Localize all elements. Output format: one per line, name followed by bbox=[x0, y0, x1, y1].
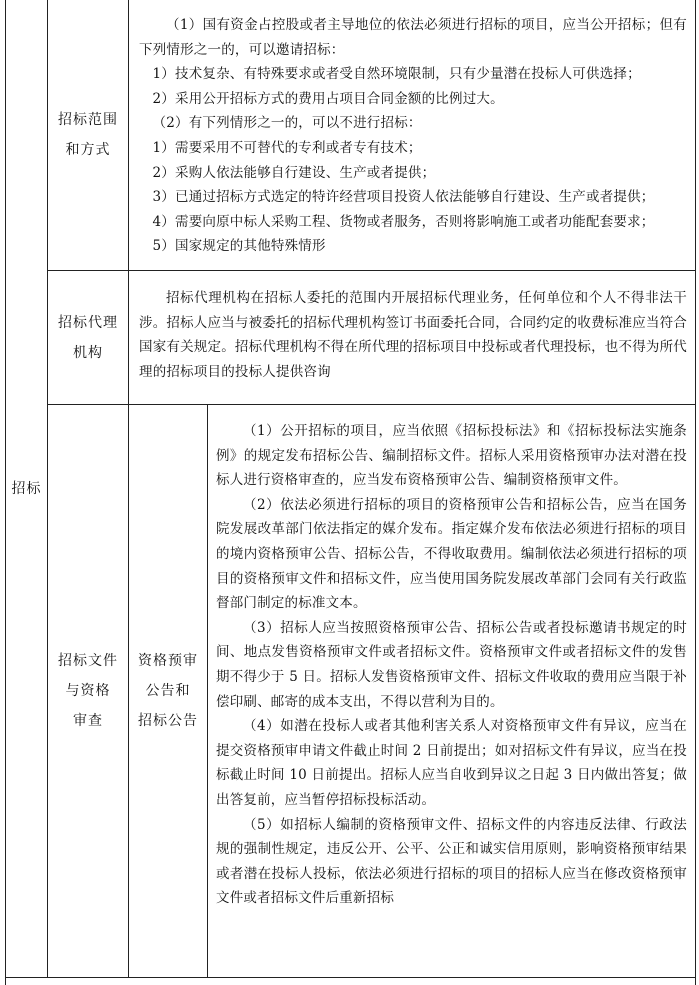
row1-line: （2）有下列情形之一的，可以不进行招标： bbox=[152, 115, 422, 132]
row3-paragraph: （4）如潜在投标人或者其他利害关系人对资格预审文件有异议，应当在提交资格预审申请文件截止时间 2 日前提出；如对招标文件有异议，应当在投标截止时间 10 日前提出。招标人应当自收到异议之日起 3 日内做出答复；做出答复前，应当暂停招标投标活动。 bbox=[216, 718, 687, 808]
row3-sublabel-cell bbox=[129, 405, 207, 977]
row1-line: 3）已通过招标方式选定的特许经营项目投资人依法能够自行建设、生产或者提供； bbox=[152, 189, 655, 206]
row3-paragraph: （3）招标人应当按照资格预审公告、招标公告或者投标邀请书规定的时间、地点发售资格预审文件或者招标文件。资格预审文件或者招标文件的发售期不得少于 5 日。招标人发售资格预审文件、招标文件收取的费用应当限于补偿印刷、邮寄的成本支出，不得以营利为目的。 bbox=[216, 619, 687, 710]
row3-sublabel-line1: 资格预审 bbox=[138, 653, 198, 669]
row1-line: 2）采用公开招标方式的费用占项目合同金额的比例过大。 bbox=[152, 90, 504, 107]
row2-text: 招标代理机构在招标人委托的范围内开展招标代理业务，任何单位和个人不得非法干涉。招标人应当与被委托的招标代理机构签订书面委托合同，合同约定的收费标准应当符合国家有关规定。招标代理机构不得在所代理的招标项目中投标或者代理投标，也不得为所代理的招标项目的投标人提供咨询 bbox=[139, 290, 687, 380]
row3-label-line3: 审查 bbox=[73, 713, 103, 729]
row3-paragraph: （2）依法必须进行招标的项目的资格预审公告和招标公告，应当在国务院发展改革部门依法指定的媒介发布。指定媒介发布依法必须进行招标的项目的境内资格预审公告、招标公告，不得收取费用。编制依法必须进行招标的项目的资格预审文件和招标文件，应当使用国务院发展改革部门会同有关行政监督部门制定的标准文本。 bbox=[216, 496, 687, 612]
row2-label-line2: 机构 bbox=[73, 344, 103, 361]
row3-paragraph: （1）公开招标的项目，应当依照《招标投标法》和《招标投标法实施条例》的规定发布招标公告、编制招标文件。招标人采用资格预审办法对潜在投标人进行资格审查的，应当发布资格预审公告、编制资格预审文件。 bbox=[216, 423, 687, 489]
row2-content bbox=[129, 286, 695, 384]
row2-label-line1: 招标代理 bbox=[58, 314, 118, 331]
category-label: 招标 bbox=[11, 480, 42, 497]
row1-line: 5）国家规定的其他特殊情形 bbox=[152, 238, 326, 255]
row1-line: 4）需要向原中标人采购工程、货物或者服务，否则将影响施工或者功能配套要求； bbox=[152, 213, 655, 230]
row2-label-cell bbox=[48, 271, 128, 404]
row1-label-line2: 和方式 bbox=[65, 142, 111, 158]
row3-paragraph: （5）如招标人编制的资格预审文件、招标文件的内容违反法律、行政法规的强制性规定，违反公开、公平、公正和诚实信用原则，影响资格预审结果或者潜在投标人投标，依法必须进行招标的项目的招标人应当在修改资格预审文件或者招标文件后重新招标 bbox=[216, 816, 687, 907]
row3-label-line1: 招标文件 bbox=[58, 653, 118, 669]
category-cell bbox=[6, 0, 47, 977]
row1-line: （1）国有资金占控股或者主导地位的依法必须进行招标的项目，应当公开招标；但有下列情形之一的，可以邀请招标： bbox=[139, 17, 687, 58]
row1-line: 1）需要采用不可替代的专利或者专有技术； bbox=[152, 139, 422, 156]
row1-line: 2）采购人依法能够自行建设、生产或者提供； bbox=[152, 164, 436, 181]
row3-label-cell bbox=[48, 405, 128, 977]
row1-line: 1）技术复杂、有特殊要求或者受自然环境限制，只有少量潜在投标人可供选择； bbox=[152, 66, 641, 83]
row3-sublabel-line2: 公告和 bbox=[145, 683, 191, 699]
row1-label-line1: 招标范围 bbox=[58, 112, 118, 128]
table-border-bottom bbox=[5, 977, 696, 978]
row3-content bbox=[208, 419, 695, 911]
table-border-right bbox=[695, 0, 696, 985]
row-divider-1 bbox=[47, 270, 696, 271]
row3-label-line2: 与资格 bbox=[65, 683, 111, 699]
row1-content bbox=[129, 13, 695, 259]
row1-label-cell bbox=[48, 0, 128, 270]
row3-sublabel-line3: 招标公告 bbox=[138, 713, 198, 729]
